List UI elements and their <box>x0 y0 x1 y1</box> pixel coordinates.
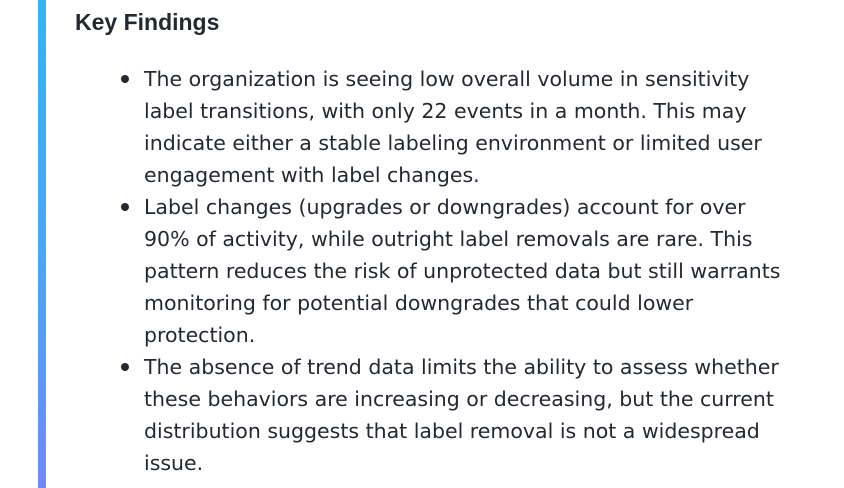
findings-list <box>117 63 797 479</box>
bullet-icon <box>121 75 129 83</box>
finding-item <box>117 63 797 191</box>
finding-text: Label changes (upgrades or downgrades) account for over 90% of activity, while outright label removals are rare. This pattern reduces the risk of unprotected data but still warrants monitoring for potential downgrades that could lower protection. <box>144 195 781 347</box>
section-title: Key Findings <box>75 9 220 35</box>
bullet-icon <box>121 203 129 211</box>
accent-bar <box>38 0 46 488</box>
finding-item <box>117 191 797 351</box>
finding-item <box>117 351 797 479</box>
finding-text: The absence of trend data limits the ability to assess whether these behaviors are increasing or decreasing, but the current distribution suggests that label removal is not a widespread issue. <box>144 355 779 475</box>
bullet-icon <box>121 363 129 371</box>
finding-text: The organization is seeing low overall volume in sensitivity label transitions, with only 22 events in a month. This may indicate either a stable labeling environment or limited user engagement with label changes. <box>144 67 762 187</box>
